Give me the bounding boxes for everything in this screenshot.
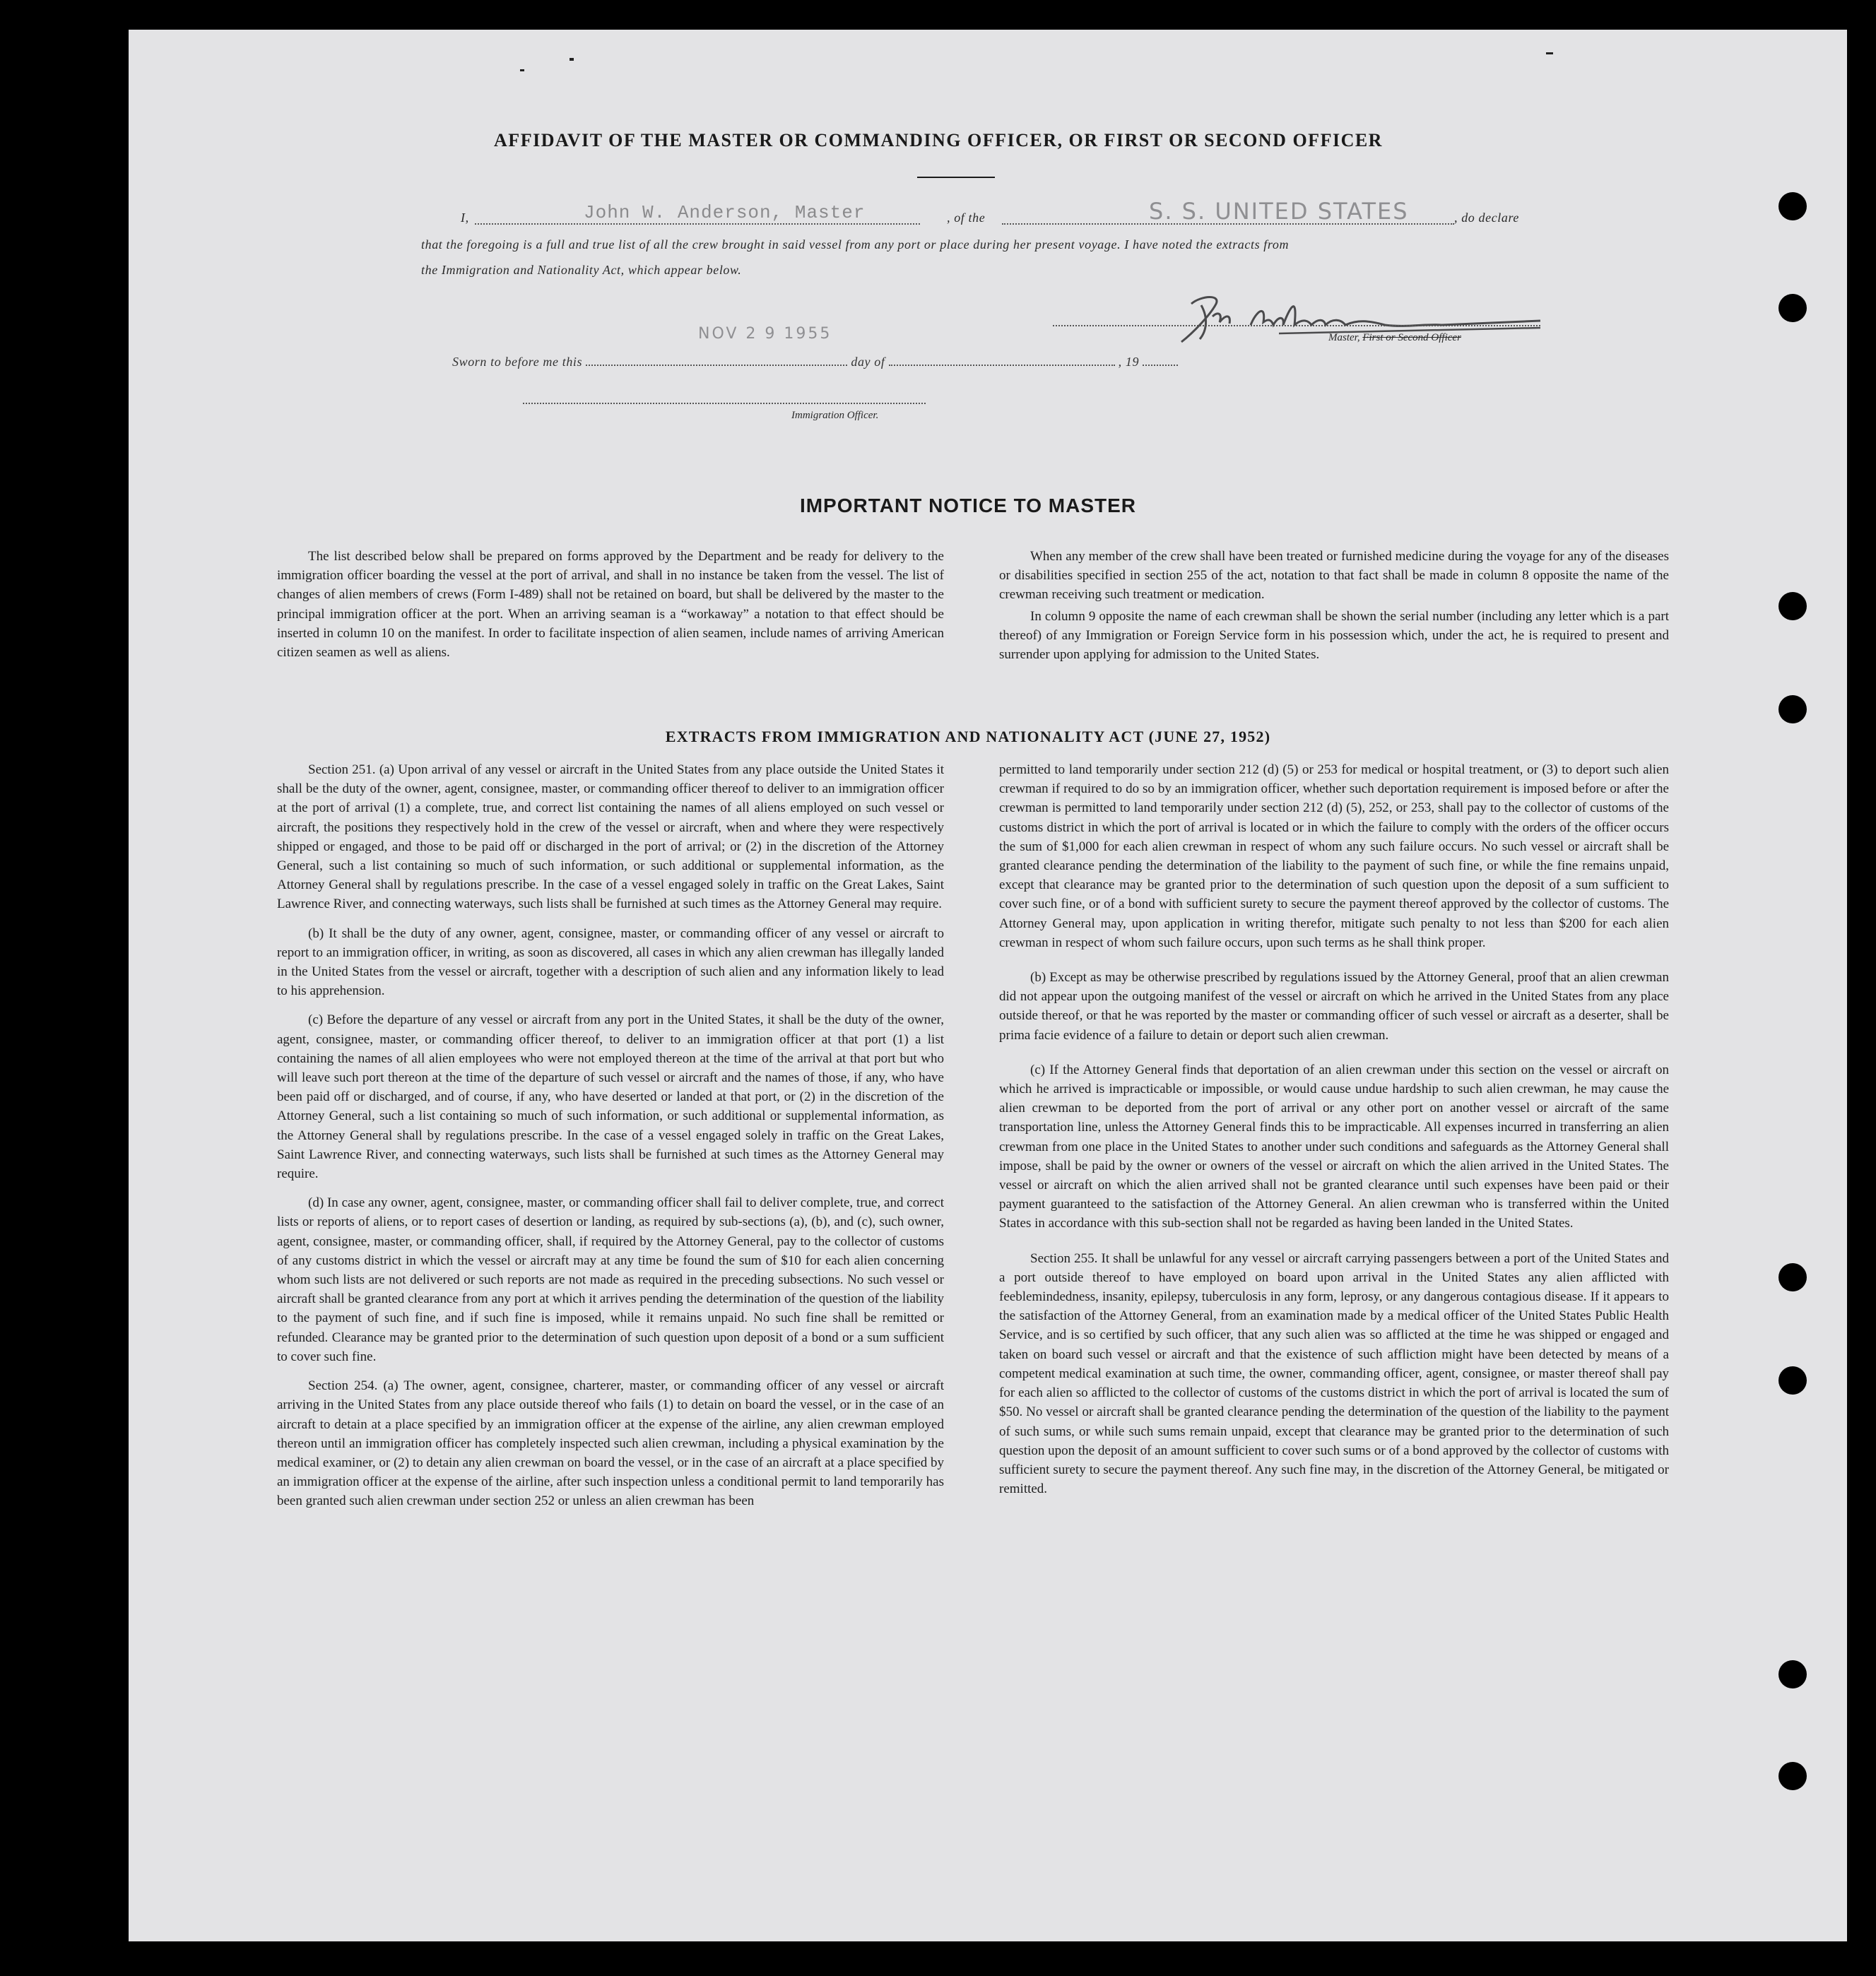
ship-typed: S. S. UNITED STATES bbox=[1149, 198, 1409, 225]
section-254-a: Section 254. (a) The owner, agent, consignee, charterer, master, or commanding officer of any vessel or aircraft arriving in the United States from any place outside thereof who fails (1) to detain on board the vessel, or in the case of an aircraft to detain at a place specified by an immigration officer at the expense of the airline, any alien crewman employed thereon until an immigration officer has completely inspected such alien crewman, including a physical examination by the medical examiner, or (2) to detain any alien crewman on board the vessel, or in the case of an aircraft at a place specified by an immigration officer at the expense of the airline, after such inspection unless a conditional permit to land temporarily has been granted such alien crewman under section 252 or unless an alien crewman has been bbox=[277, 1378, 944, 1509]
notice-paragraph: The list described below shall be prepared on forms approved by the Department and be ready for delivery to the immigration officer boarding the vessel at the port of arrival, and shall in no instance be taken from the vessel. The list of changes of alien members of crews (Form I-489) shall not be retained on board, but shall be delivered by the master to the principal immigration officer at the port. When an arriving seaman is a “workaway” a notation to that effect should be inserted in column 10 on the manifest. In order to facilitate inspection of alien seamen, include names of arriving American citizen seamen as well as aliens. bbox=[277, 549, 944, 661]
section-251-a: Section 251. (a) Upon arrival of any vessel or aircraft in the United States from any place outside the United States it shall be the duty of the owner, agent, consignee, master, or commanding officer thereof to deliver to an immigration officer at the port of arrival (1) a complete, true, and correct list containing the names of all aliens employed on such vessel or aircraft, the positions they respectively hold in the crew of the vessel or aircraft, when and where they were respectively shipped or engaged, and those to be paid off or discharged in the port of arrival; or (2) in the discretion of the Attorney General, such a list containing so much of such information, or such additional or supplemental information, as the Attorney General shall by regulations prescribe. In the case of a vessel engaged solely in traffic on the Great Lakes, Saint Lawrence River, and connecting waterways, such lists shall be furnished at such times as the Attorney General may require. bbox=[277, 762, 944, 912]
name-field-line bbox=[475, 223, 920, 225]
declaration-line bbox=[421, 198, 1528, 232]
sworn-year-field bbox=[1143, 365, 1178, 366]
sworn-day-field bbox=[586, 365, 847, 366]
immigration-officer-line bbox=[523, 403, 926, 404]
punch-hole bbox=[1778, 1263, 1807, 1291]
notice-paragraph: When any member of the crew shall have been treated or furnished medicine during the voyage for any of the diseases or disabilities specified in section 255 of the act, notation to that fact shall be made in column 8 opposite the name of the crewman receiving such treatment or medication. bbox=[999, 549, 1669, 603]
punch-hole bbox=[1778, 592, 1807, 620]
year-prefix: , 19 bbox=[1118, 355, 1140, 369]
notice-right-column bbox=[999, 547, 1669, 666]
punch-hole bbox=[1778, 294, 1807, 322]
signature-caption-master: Master, bbox=[1328, 332, 1363, 343]
signature-line bbox=[1053, 325, 1540, 326]
notice-left-column bbox=[277, 547, 944, 672]
punch-hole bbox=[1778, 192, 1807, 220]
i-label: I, bbox=[461, 211, 469, 225]
sworn-line bbox=[452, 355, 1178, 369]
section-251-d: (d) In case any owner, agent, consignee, master, or commanding officer shall fail to deliver complete, true, and correct lists or reports of aliens, or to report cases of desertion or landing, as required by sub-sections (a), (b), and (c), such owner, agent, consignee, master, or commanding officer, shall, if required by the Attorney General, pay to the collector of customs of any customs district in which the vessel or aircraft may at any time be found the sum of $10 for each alien concerning whom such lists are not delivered or such reports are not made as required in the preceding subsections. No such vessel or aircraft shall be granted clearance from any port at which it arrives pending the determination of the question of the liability to the payment of such fine, and if such fine is imposed, while it remains unpaid. No such fine shall be remitted or refunded. Clearance may be granted prior to the determination of such question upon deposit of a bond or a sum sufficient to cover such fine. bbox=[277, 1195, 944, 1364]
notice-paragraph: In column 9 opposite the name of each crewman shall be shown the serial number (including any letter which is a part thereof) of any Immigration or Foreign Service form in his possession which, under the act, he is required to present and surrender upon applying for admission to the United States. bbox=[999, 608, 1669, 663]
section-255: Section 255. It shall be unlawful for any vessel or aircraft carrying passengers between a port of the United States and a port outside thereof to have employed on board upon arrival in the United States any alien afflicted with feeblemindedness, insanity, epilepsy, tuberculosis in any form, leprosy, or any dangerous contagious disease. If it appears to the satisfaction of the Attorney General, from an examination made by a medical officer of the United States Public Health Service, and is so certified by such officer, that any such alien was so afflicted at the time he was shipped or engaged and taken on board such vessel or aircraft and that the existence of such affliction might have been detected by means of a competent medical examination at such time, the owner, commanding officer, agent, consignee, or master thereof shall pay for each alien so afflicted to the collector of customs of the customs district in which the port of arrival is located the sum of $50. No vessel or aircraft shall be granted clearance pending the determination of the question of the liability to the payment of such sums, or while such sums remain unpaid, except that clearance may be granted prior to the determination of such question upon the deposit of an amount sufficient to cover such sums or of a bond approved by the collector of customs with sufficient surety to secure the payment thereof. Any such fine may, in the discretion of the Attorney General, be mitigated or remitted. bbox=[999, 1250, 1669, 1497]
section-254-b: (b) Except as may be otherwise prescribed by regulations issued by the Attorney General, proof that an alien crewman did not appear upon the outgoing manifest of the vessel or aircraft on which he arrived in the United States from any place outside thereof, or that he was reported by the master or commanding officer of such vessel or aircraft as a deserter, shall be prima facie evidence of a failure to detain or deport such alien crewman. bbox=[999, 970, 1669, 1043]
scan-speck bbox=[570, 58, 574, 61]
extracts-left-column bbox=[277, 760, 944, 1521]
section-254-a-continued: permitted to land temporarily under section 212 (d) (5) or 253 for medical or hospital treatment, or (3) to deport such alien crewman if required to do so by an immigration officer, whether such deportation requirement is imposed before or after the crewman is permitted to land temporarily under section 212 (d) (5), 252, or 253, shall pay to the collector of customs of the customs district in which the port of arrival is located or in which the failure to comply with the orders of the officer occurs the sum of $1,000 for each alien crewman in respect of whom any such failure occurs. No such vessel or aircraft shall be granted clearance pending the determination of the liability to the payment of such fine, or while the fine remains unpaid, except that clearance may be granted prior to the determination of such question upon the deposit of a sum sufficient to cover such fine, or of a bond with sufficient surety to secure the payment thereof approved by the collector of customs. The Attorney General may, upon application in writing therefor, mitigate such penalty to not less than $200 for each alien crewman in respect of whom such failure occurs, upon such terms as he shall think proper. bbox=[999, 762, 1669, 950]
name-typed: John W. Anderson, Master bbox=[584, 202, 866, 223]
scan-speck bbox=[1546, 52, 1553, 54]
title-rule bbox=[917, 177, 995, 178]
section-251-b: (b) It shall be the duty of any owner, agent, consignee, master, or commanding officer of any vessel or aircraft to report to an immigration officer, in writing, as soon as discovered, all cases in which any alien crewman has illegally landed in the United States from the vessel or aircraft, together with a description of such alien and any information likely to lead to his apprehension. bbox=[277, 925, 944, 999]
sworn-month-field bbox=[889, 365, 1115, 366]
signature-caption bbox=[1328, 332, 1461, 344]
of-the-label: , of the bbox=[947, 211, 986, 225]
signature-caption-struck: First or Second Officer bbox=[1362, 332, 1461, 343]
punch-hole bbox=[1778, 1366, 1807, 1395]
date-stamp: NOV 2 9 1955 bbox=[698, 325, 832, 343]
section-254-c: (c) If the Attorney General finds that deportation of an alien crewman under this section on the vessel or aircraft on which he arrived is impracticable or impossible, or would cause undue hardship to such alien crewman, he may cause the alien crewman to be deported from the port of arrival or any other port on another vessel or aircraft of the same transportation line, unless the Attorney General finds this to be impracticable. All expenses incurred in transferring an alien crewman from one place in the United States to another under such conditions and safeguards as the Attorney General shall impose, shall be paid by the owner or owners of the vessel or aircraft on which the alien arrived in the United States. The vessel or aircraft on which the alien arrived shall not be granted clearance until such expenses have been paid or their payment guaranteed to the satisfaction of the Attorney General. An alien crewman who is transferred within the United States in accordance with this sub-section shall not be regarded as having been landed in the United States. bbox=[999, 1062, 1669, 1231]
immigration-officer-caption: Immigration Officer. bbox=[791, 410, 879, 421]
sworn-prefix: Sworn to before me this bbox=[452, 355, 583, 369]
scan-speck bbox=[520, 69, 524, 71]
punch-hole bbox=[1778, 1762, 1807, 1790]
punch-hole bbox=[1778, 1660, 1807, 1688]
notice-heading: IMPORTANT NOTICE TO MASTER bbox=[799, 495, 1137, 516]
declaration-statement: that the foregoing is a full and true list of all the crew brought in said vessel from any port or place during her present voyage. I have noted the extracts from bbox=[421, 237, 1290, 252]
extracts-right-column bbox=[999, 760, 1669, 1514]
do-declare-label: , do declare bbox=[1454, 211, 1520, 225]
affidavit-title: AFFIDAVIT OF THE MASTER OR COMMANDING OFFICER, OR FIRST OR SECOND OFFICER bbox=[494, 130, 1383, 150]
extracts-heading: EXTRACTS FROM IMMIGRATION AND NATIONALITY ACT (JUNE 27, 1952) bbox=[665, 728, 1271, 745]
declaration-statement-cont: the Immigration and Nationality Act, which appear below. bbox=[421, 263, 742, 277]
section-251-c: (c) Before the departure of any vessel or aircraft from any port in the United States, it shall be the duty of the owner, agent, consignee, master, or commanding officer thereof, to deliver to an immigration officer at that port (1) a list containing the names of all alien employees who were not employed thereon at the time of the arrival at that port but who will leave such port thereon at the time of the departure of such vessel or aircraft and the names of those, if any, who have been paid off or discharged, and of course, if any, who have deserted or landed at that port, or (2) in the discretion of the Attorney General, such a list containing so much of such information, or such additional or supplemental information, as the Attorney General shall by regulations prescribe. In the case of a vessel engaged solely in traffic on the Great Lakes, Saint Lawrence River, and connecting waterways, such lists shall be furnished at such times as the Attorney General may require. bbox=[277, 1012, 944, 1182]
day-of-label: day of bbox=[851, 355, 885, 369]
punch-hole bbox=[1778, 695, 1807, 723]
